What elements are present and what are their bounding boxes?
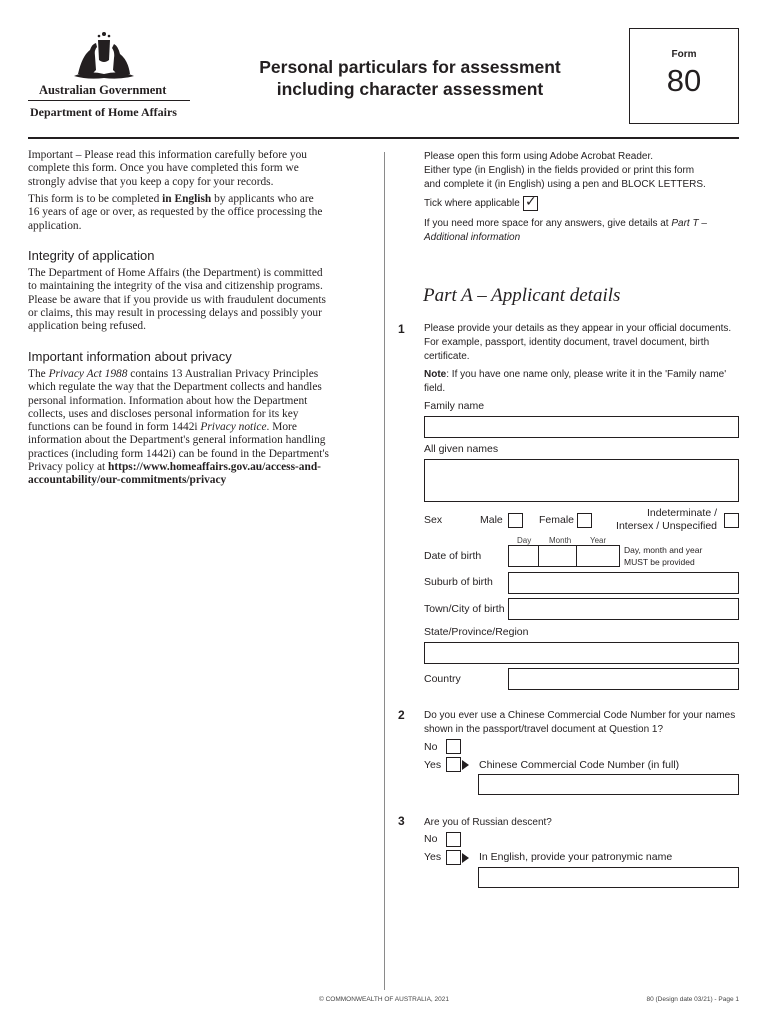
sex-label: Sex xyxy=(424,514,443,526)
day-label: Day xyxy=(517,536,532,545)
q1-text xyxy=(424,322,731,364)
male-checkbox[interactable] xyxy=(508,513,523,528)
dob-note-line: Day, month and year xyxy=(624,545,703,555)
english-notice xyxy=(28,193,378,233)
q2-number: 2 xyxy=(398,708,405,722)
intro-text xyxy=(424,150,706,192)
dob-note-line: MUST be provided xyxy=(624,557,695,567)
dob-divider xyxy=(576,546,577,566)
ccc-number-field[interactable] xyxy=(478,774,739,795)
tick-mark: ✓ xyxy=(525,194,537,210)
female-label: Female xyxy=(539,514,575,526)
form-number: 80 xyxy=(666,63,702,98)
privacy-notice-post: . More xyxy=(266,421,297,434)
integrity-line: Please be aware that if you provide us with fraudulent documents xyxy=(28,293,326,306)
integrity-line: application being refused. xyxy=(28,320,146,333)
state-label: State/Province/Region xyxy=(424,626,529,638)
important-line: complete this form. Once you have completed this form we xyxy=(28,162,299,175)
q2-yes-label: Yes xyxy=(424,759,442,771)
patronymic-field[interactable] xyxy=(478,867,739,888)
english-line: application. xyxy=(28,219,82,232)
q1-line: For example, passport, identity document, travel document, birth xyxy=(424,337,710,348)
privacy-notice: Privacy notice xyxy=(200,421,267,434)
dob-field[interactable] xyxy=(508,545,620,567)
suburb-label: Suburb of birth xyxy=(424,576,493,588)
column-divider xyxy=(384,152,385,990)
country-field[interactable] xyxy=(508,668,739,690)
integrity-line: to maintaining the integrity of the visa and citizenship programs. xyxy=(28,280,323,293)
intro-line: Either type (in English) in the fields provided or print this form xyxy=(424,165,695,176)
q2-yes-checkbox[interactable] xyxy=(446,757,461,772)
q3-number: 3 xyxy=(398,814,405,828)
integrity-line: The Department of Home Affairs (the Department) is committed xyxy=(28,267,323,279)
form-title-line2: including character assessment xyxy=(276,79,544,99)
header-rule-short xyxy=(28,100,190,101)
form-label: Form xyxy=(671,49,697,60)
privacy-line: personal information. Information about how the Department xyxy=(28,394,308,407)
dob-divider xyxy=(538,546,539,566)
intro-line: and complete it (in English) using a pen and BLOCK LETTERS. xyxy=(424,179,706,190)
footer-copyright: © COMMONWEALTH OF AUSTRALIA, 2021 xyxy=(319,996,449,1003)
footer-page-info: 80 (Design date 03/21) - Page 1 xyxy=(646,996,739,1003)
suburb-field[interactable] xyxy=(508,572,739,594)
header-divider xyxy=(28,137,739,139)
privacy-line: information about the Department's general information handling xyxy=(28,434,326,447)
integrity-heading: Integrity of application xyxy=(28,248,155,263)
privacy-act: Privacy Act 1988 xyxy=(48,368,128,380)
english-post: by applicants who are xyxy=(211,193,314,205)
year-label: Year xyxy=(590,536,607,545)
privacy-line: which regulate the way that the Department collects and handles xyxy=(28,381,322,394)
given-names-field[interactable] xyxy=(424,459,739,502)
more-space-line2: Additional information xyxy=(424,232,521,243)
male-label: Male xyxy=(480,514,503,526)
dept-name: Department of Home Affairs xyxy=(30,105,177,119)
gov-name: Australian Government xyxy=(39,83,167,97)
country-label: Country xyxy=(424,673,461,685)
integrity-text xyxy=(28,267,378,333)
q2-line: shown in the passport/travel document at Question 1? xyxy=(424,724,664,735)
family-name-label: Family name xyxy=(424,400,485,412)
q3-yes-prompt: In English, provide your patronymic name xyxy=(479,851,673,863)
q2-arrow-icon xyxy=(462,760,469,770)
tick-example-checkbox xyxy=(523,196,538,211)
q3-no-label: No xyxy=(424,833,438,845)
family-name-field[interactable] xyxy=(424,416,739,438)
q2-line: Do you ever use a Chinese Commercial Code Number for your names xyxy=(424,710,736,721)
q2-text xyxy=(424,709,735,737)
more-space-part: Part T – xyxy=(671,218,707,229)
english-line: 16 years of age or over, as requested by the office processing the xyxy=(28,206,323,219)
q1-line: certificate. xyxy=(424,351,470,362)
q1-number: 1 xyxy=(398,322,405,336)
privacy-line: practices (including form 1442i) can be found in the Department's xyxy=(28,447,329,460)
privacy-url[interactable]: https://www.homeaffairs.gov.au/access-and- xyxy=(108,461,321,474)
more-space-pre: If you need more space for any answers, give details at xyxy=(424,218,672,229)
english-pre: This form is to be completed xyxy=(28,193,163,205)
female-checkbox[interactable] xyxy=(577,513,592,528)
form-number-box xyxy=(629,28,739,124)
q2-no-label: No xyxy=(424,741,438,753)
q1-note-bold: Note xyxy=(424,369,447,380)
important-notice xyxy=(28,149,378,189)
q1-note-line2: field. xyxy=(424,383,446,394)
indeterminate-checkbox[interactable] xyxy=(724,513,739,528)
q3-yes-label: Yes xyxy=(424,851,442,863)
intro-line: Please open this form using Adobe Acrobat Reader. xyxy=(424,151,654,162)
q3-arrow-icon xyxy=(462,853,469,863)
month-label: Month xyxy=(549,536,572,545)
q1-note xyxy=(424,368,726,396)
privacy-heading: Important information about privacy xyxy=(28,349,232,364)
privacy-line: collects, uses and discloses personal information for its key xyxy=(28,407,299,420)
tick-label: Tick where applicable xyxy=(424,198,520,209)
crest-logo xyxy=(68,30,140,82)
q3-yes-checkbox[interactable] xyxy=(446,850,461,865)
form-title-line1: Personal particulars for assessment xyxy=(259,57,561,77)
privacy-text xyxy=(28,368,378,488)
important-line: strongly advise that you keep a copy for your records. xyxy=(28,175,274,188)
more-space-text xyxy=(424,217,707,245)
q1-note-rest: : If you have one name only, please write it in the 'Family name' xyxy=(446,369,727,380)
part-a-title: Part A – Applicant details xyxy=(423,285,621,306)
state-field[interactable] xyxy=(424,642,739,664)
indeterminate-label xyxy=(616,507,717,533)
privacy-policy-pre: Privacy policy at xyxy=(28,461,109,474)
indeterminate-line: Indeterminate / xyxy=(646,507,717,519)
privacy-pre: The xyxy=(28,368,49,380)
privacy-post: contains 13 Australian Privacy Principles xyxy=(127,368,319,380)
q2-no-checkbox[interactable] xyxy=(446,739,461,754)
important-line: Important – Please read this information carefully before you xyxy=(28,149,307,161)
q3-no-checkbox[interactable] xyxy=(446,832,461,847)
indeterminate-line: Intersex / Unspecified xyxy=(616,520,717,532)
dob-label: Date of birth xyxy=(424,550,482,562)
integrity-line: or claims, this may result in processing delays and possibly your xyxy=(28,306,322,319)
form-title xyxy=(215,56,605,100)
q3-question: Are you of Russian descent? xyxy=(424,817,552,828)
q2-yes-prompt: Chinese Commercial Code Number (in full) xyxy=(479,759,680,771)
town-label: Town/City of birth xyxy=(424,603,505,615)
privacy-notice-pre: functions can be found in form 1442i xyxy=(28,421,201,434)
english-bold: in English xyxy=(162,193,212,205)
town-field[interactable] xyxy=(508,598,739,620)
dob-note xyxy=(624,544,702,568)
given-names-label: All given names xyxy=(424,443,499,455)
privacy-url[interactable]: accountability/our-commitments/privacy xyxy=(28,474,227,487)
q1-line: Please provide your details as they appear in your official documents. xyxy=(424,323,732,334)
